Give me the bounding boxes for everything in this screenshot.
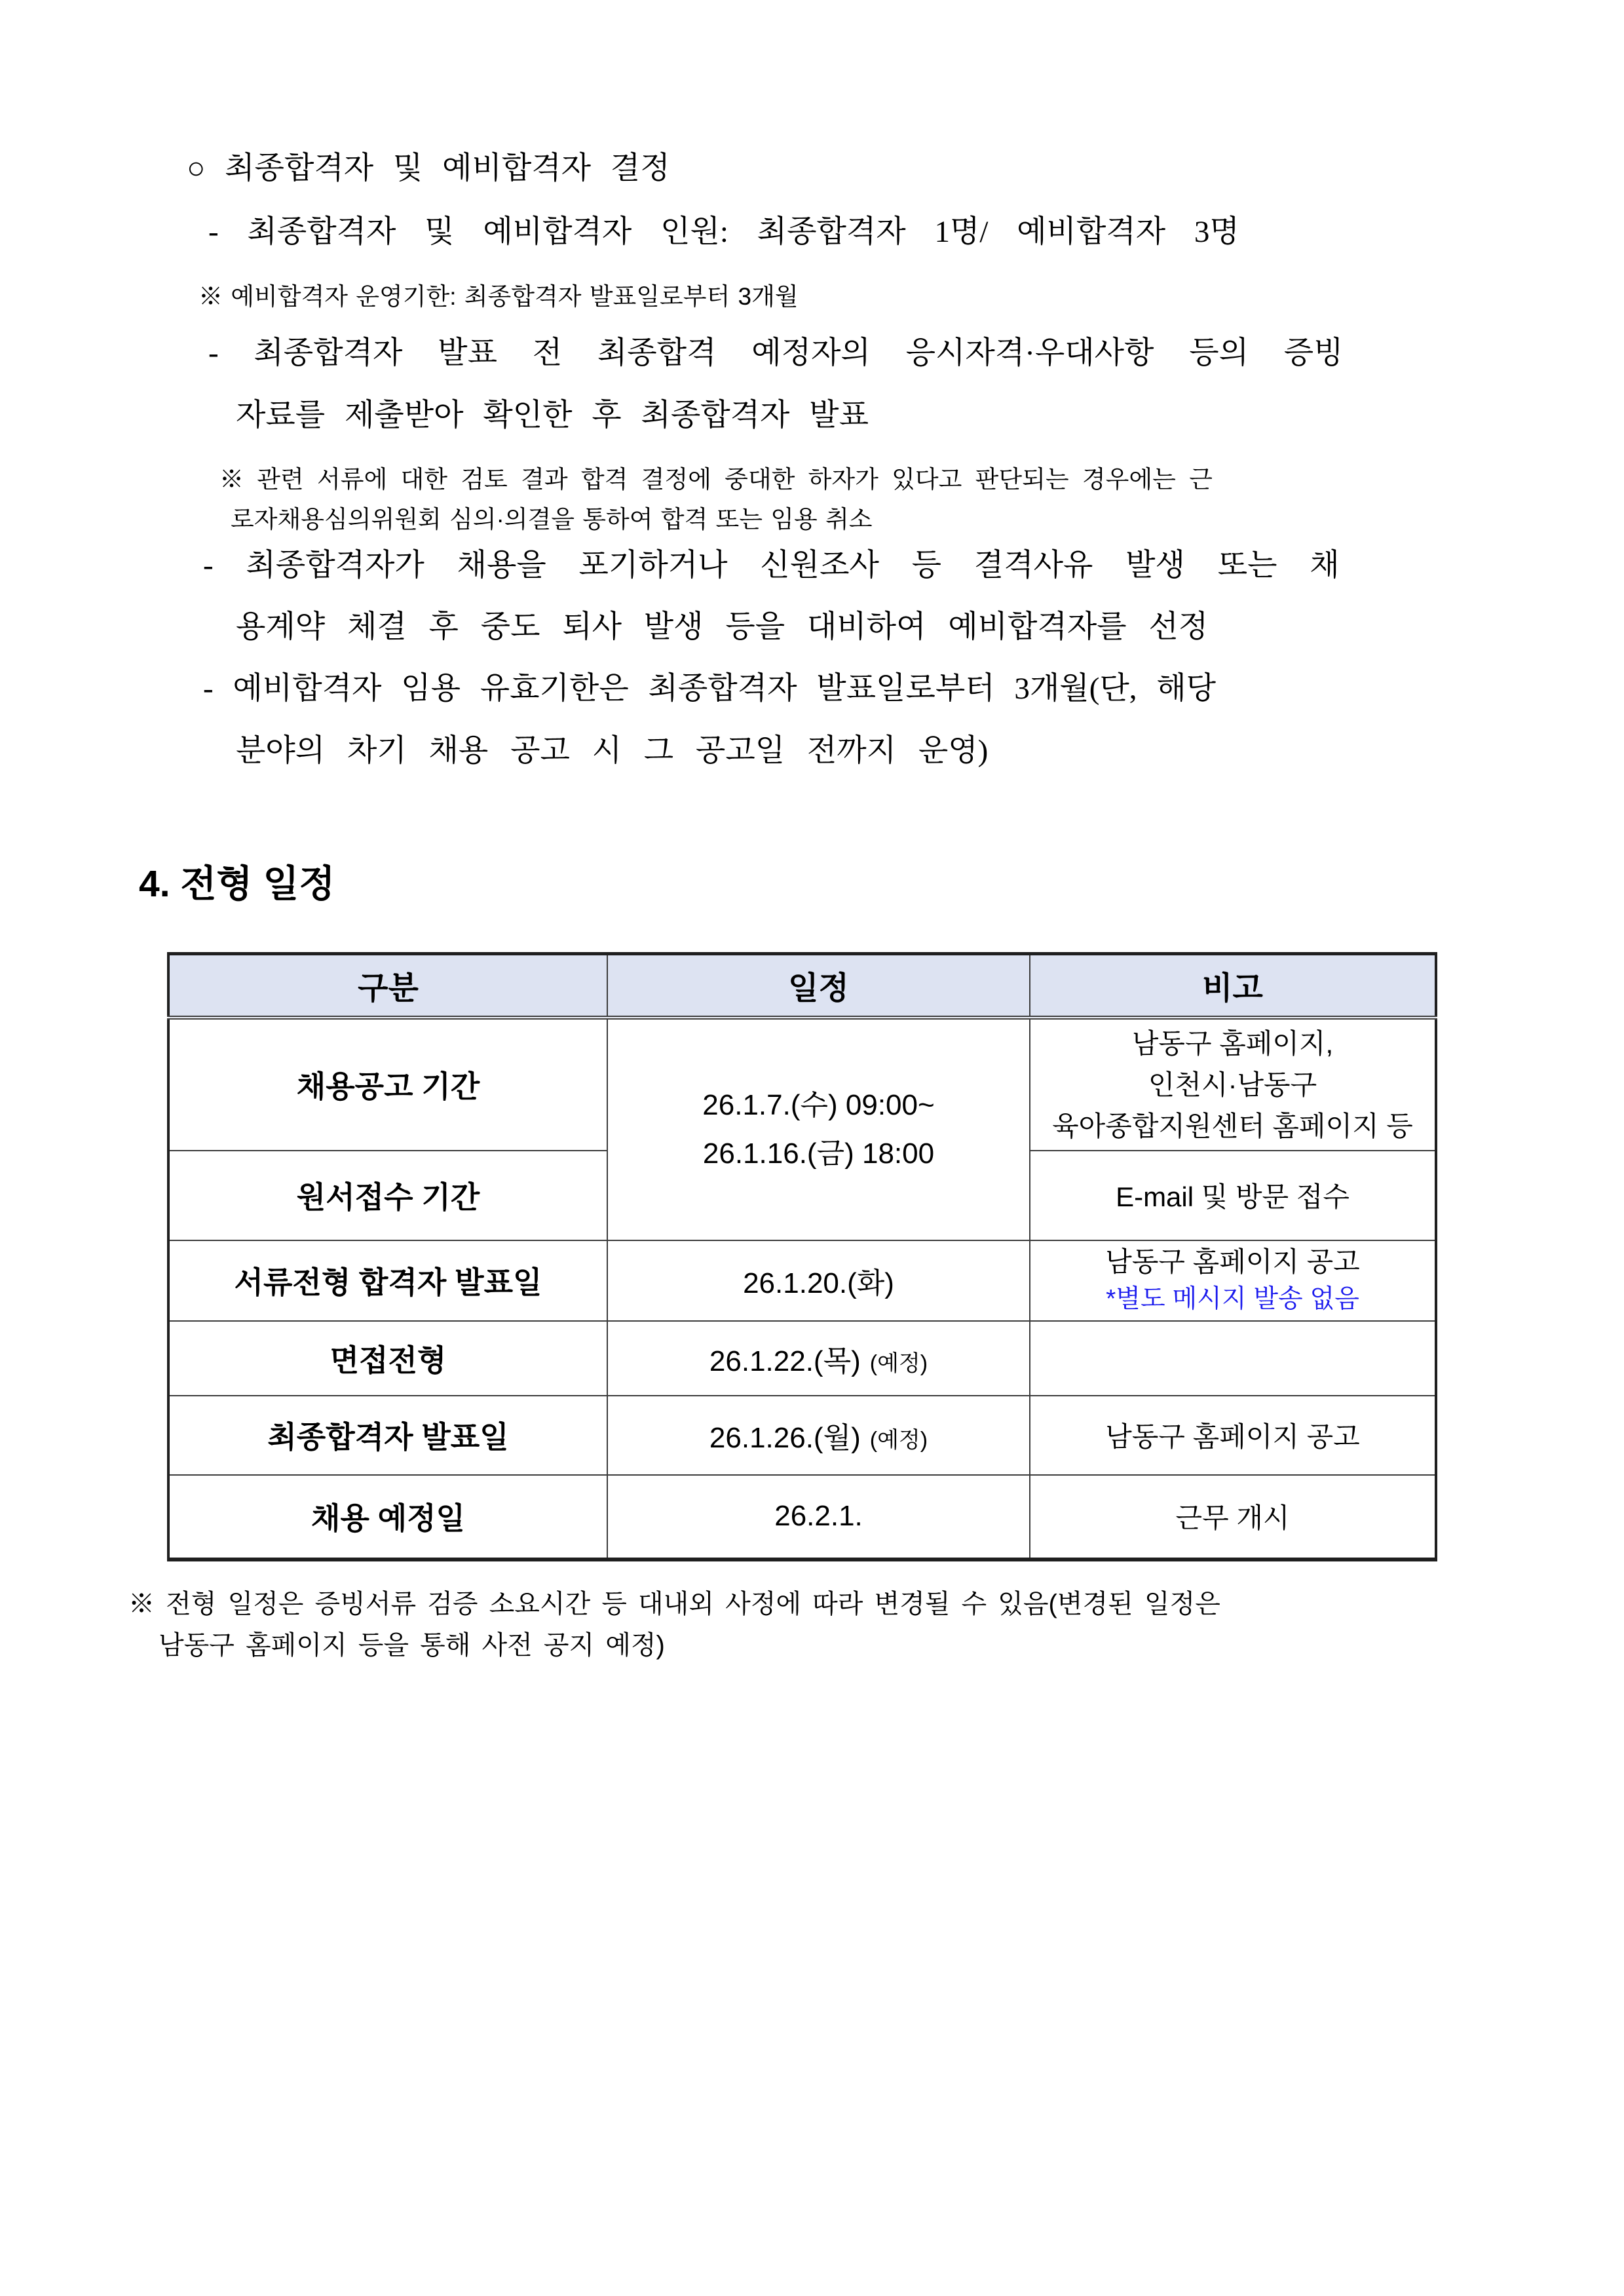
cell-category: 채용 예정일 <box>168 1475 607 1559</box>
item-reserve-selection-line2: 용계약 체결 후 중도 퇴사 발생 등을 대비하여 예비합격자를 선정 <box>236 610 1209 644</box>
item-pass-headcount: - 최종합격자 및 예비합격자 인원: 최종합격자 1명/ 예비합격자 3명 <box>208 215 1239 249</box>
remark-line: 인천시·남동구 <box>1148 1069 1317 1100</box>
cell-category: 원서접수 기간 <box>168 1151 607 1240</box>
header-category: 구분 <box>168 954 607 1018</box>
schedule-table <box>167 952 1437 1561</box>
table-row-final-result <box>168 1396 1436 1475</box>
remark-line: 남동구 홈페이지 공고 <box>1105 1246 1360 1277</box>
bullet-final-pass-decision: ○ 최종합격자 및 예비합격자 결정 <box>187 151 670 185</box>
table-row-hire-date <box>168 1475 1436 1559</box>
cell-remark <box>1030 1240 1436 1321</box>
header-schedule: 일정 <box>607 954 1030 1018</box>
cell-category: 최종합격자 발표일 <box>168 1396 607 1475</box>
schedule-tentative-note: (예정) <box>869 1350 928 1376</box>
cell-schedule: 26.1.20.(화) <box>607 1240 1030 1321</box>
cell-remark: E-mail 및 방문 접수 <box>1030 1151 1436 1240</box>
cell-remark <box>1030 1018 1436 1151</box>
schedule-date: 26.1.26.(월) <box>709 1422 861 1454</box>
schedule-tentative-note: (예정) <box>869 1428 928 1453</box>
schedule-end: 26.1.16.(금) 18:00 <box>702 1137 935 1170</box>
remark-line: 육아종합지원센터 홈페이지 등 <box>1052 1110 1413 1141</box>
schedule-start: 26.1.7.(수) 09:00~ <box>702 1088 935 1121</box>
cell-category: 면접전형 <box>168 1321 607 1396</box>
cell-remark <box>1030 1321 1436 1396</box>
footnote-schedule-change-line1: ※ 전형 일정은 증빙서류 검증 소요시간 등 대내외 사정에 따라 변경될 수 있음(변경된 일정은 <box>128 1590 1220 1618</box>
header-remark: 비고 <box>1030 954 1436 1018</box>
note-review-defect-line2: 로자채용심의위원회 심의·의결을 통하여 합격 또는 임용 취소 <box>231 506 873 533</box>
item-evidence-docs-line2: 자료를 제출받아 확인한 후 최종합격자 발표 <box>236 398 869 432</box>
table-row-interview <box>168 1321 1436 1396</box>
note-reserve-operation-period: ※ 예비합격자 운영기한: 최종합격자 발표일로부터 3개월 <box>198 283 799 310</box>
cell-category: 서류전형 합격자 발표일 <box>168 1240 607 1321</box>
item-reserve-validity-line2: 분야의 차기 채용 공고 시 그 공고일 전까지 운영) <box>236 734 989 768</box>
remark-line: 남동구 홈페이지, <box>1131 1027 1334 1059</box>
cell-schedule: 26.2.1. <box>607 1475 1030 1559</box>
table-row-document-result <box>168 1240 1436 1321</box>
cell-remark: 근무 개시 <box>1030 1475 1436 1559</box>
item-reserve-validity-line1: - 예비합격자 임용 유효기한은 최종합격자 발표일로부터 3개월(단, 해당 <box>203 672 1217 706</box>
cell-schedule-merged <box>607 1018 1030 1240</box>
cell-schedule <box>607 1396 1030 1475</box>
note-review-defect-line1: ※ 관련 서류에 대한 검토 결과 합격 결정에 중대한 하자가 있다고 판단되는 경우에는 근 <box>219 466 1213 493</box>
cell-schedule <box>607 1321 1030 1396</box>
item-evidence-docs-line1: - 최종합격자 발표 전 최종합격 예정자의 응시자격·우대사항 등의 증빙 <box>208 336 1344 370</box>
cell-remark: 남동구 홈페이지 공고 <box>1030 1396 1436 1475</box>
schedule-table-wrap <box>167 952 1437 1561</box>
schedule-date: 26.1.22.(목) <box>709 1345 861 1377</box>
remark-no-message-note: *별도 메시지 발송 없음 <box>1106 1285 1359 1313</box>
section-title-schedule: 4. 전형 일정 <box>139 863 335 905</box>
table-row-announcement <box>168 1018 1436 1151</box>
cell-category: 채용공고 기간 <box>168 1018 607 1151</box>
table-header-row <box>168 954 1436 1018</box>
item-reserve-selection-line1: - 최종합격자가 채용을 포기하거나 신원조사 등 결격사유 발생 또는 채 <box>203 548 1340 583</box>
footnote-schedule-change-line2: 남동구 홈페이지 등을 통해 사전 공지 예정) <box>159 1631 665 1660</box>
